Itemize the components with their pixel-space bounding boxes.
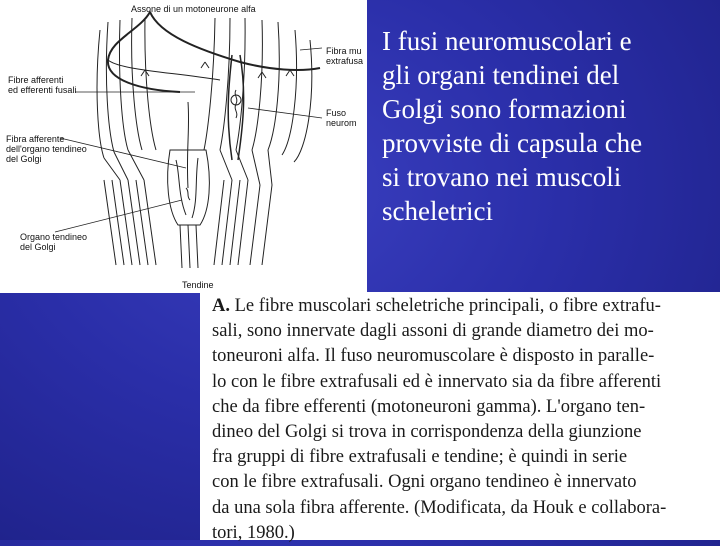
- caption-body: Le fibre muscolari scheletriche principali, o fibre extrafu- sali, sono innervate dagli assoni di grande diametro dei mo- toneuroni alfa. Il fuso neuromuscolare è disposto in paralle- lo con le fibre extrafusali ed è innervato sia da fibre afferenti che da fibre efferenti (motoneuroni gamma). L'organo ten- dineo del Golgi si trova in corrispondenza della giunzione fra gruppi di fibre extrafusali e tendine; è quindi in serie con le fibre extrafusali. Ogni organo tendineo è innervato da una sola fibra afferente. (Modificata, da Houk e collabora- tori, 1980.): [212, 296, 667, 543]
- label-fibre-afferenti-efferenti: Fibre afferenti ed efferenti fusali: [8, 75, 77, 95]
- label-fibra-extrafusale: Fibra mu extrafusa: [326, 46, 364, 66]
- label-tendine: Tendine: [182, 280, 214, 290]
- caption-marker: A.: [212, 296, 230, 316]
- anatomy-figure: [0, 0, 367, 293]
- slide-title: I fusi neuromuscolari e gli organi tendinei del Golgi sono formazioni provviste di capsula che si trovano nei muscoli scheletrici: [382, 26, 643, 226]
- label-fuso-neuromuscolare: Fuso neurom: [326, 108, 357, 128]
- caption-panel: [200, 292, 720, 543]
- label-fibra-afferente-golgi: Fibra afferente dell'organo tendineo del Golgi: [6, 134, 87, 164]
- label-organo-tendineo: Organo tendineo del Golgi: [20, 232, 88, 252]
- label-axon-alfa: Assone di un motoneurone alfa: [131, 4, 256, 14]
- figure-caption: [212, 294, 717, 546]
